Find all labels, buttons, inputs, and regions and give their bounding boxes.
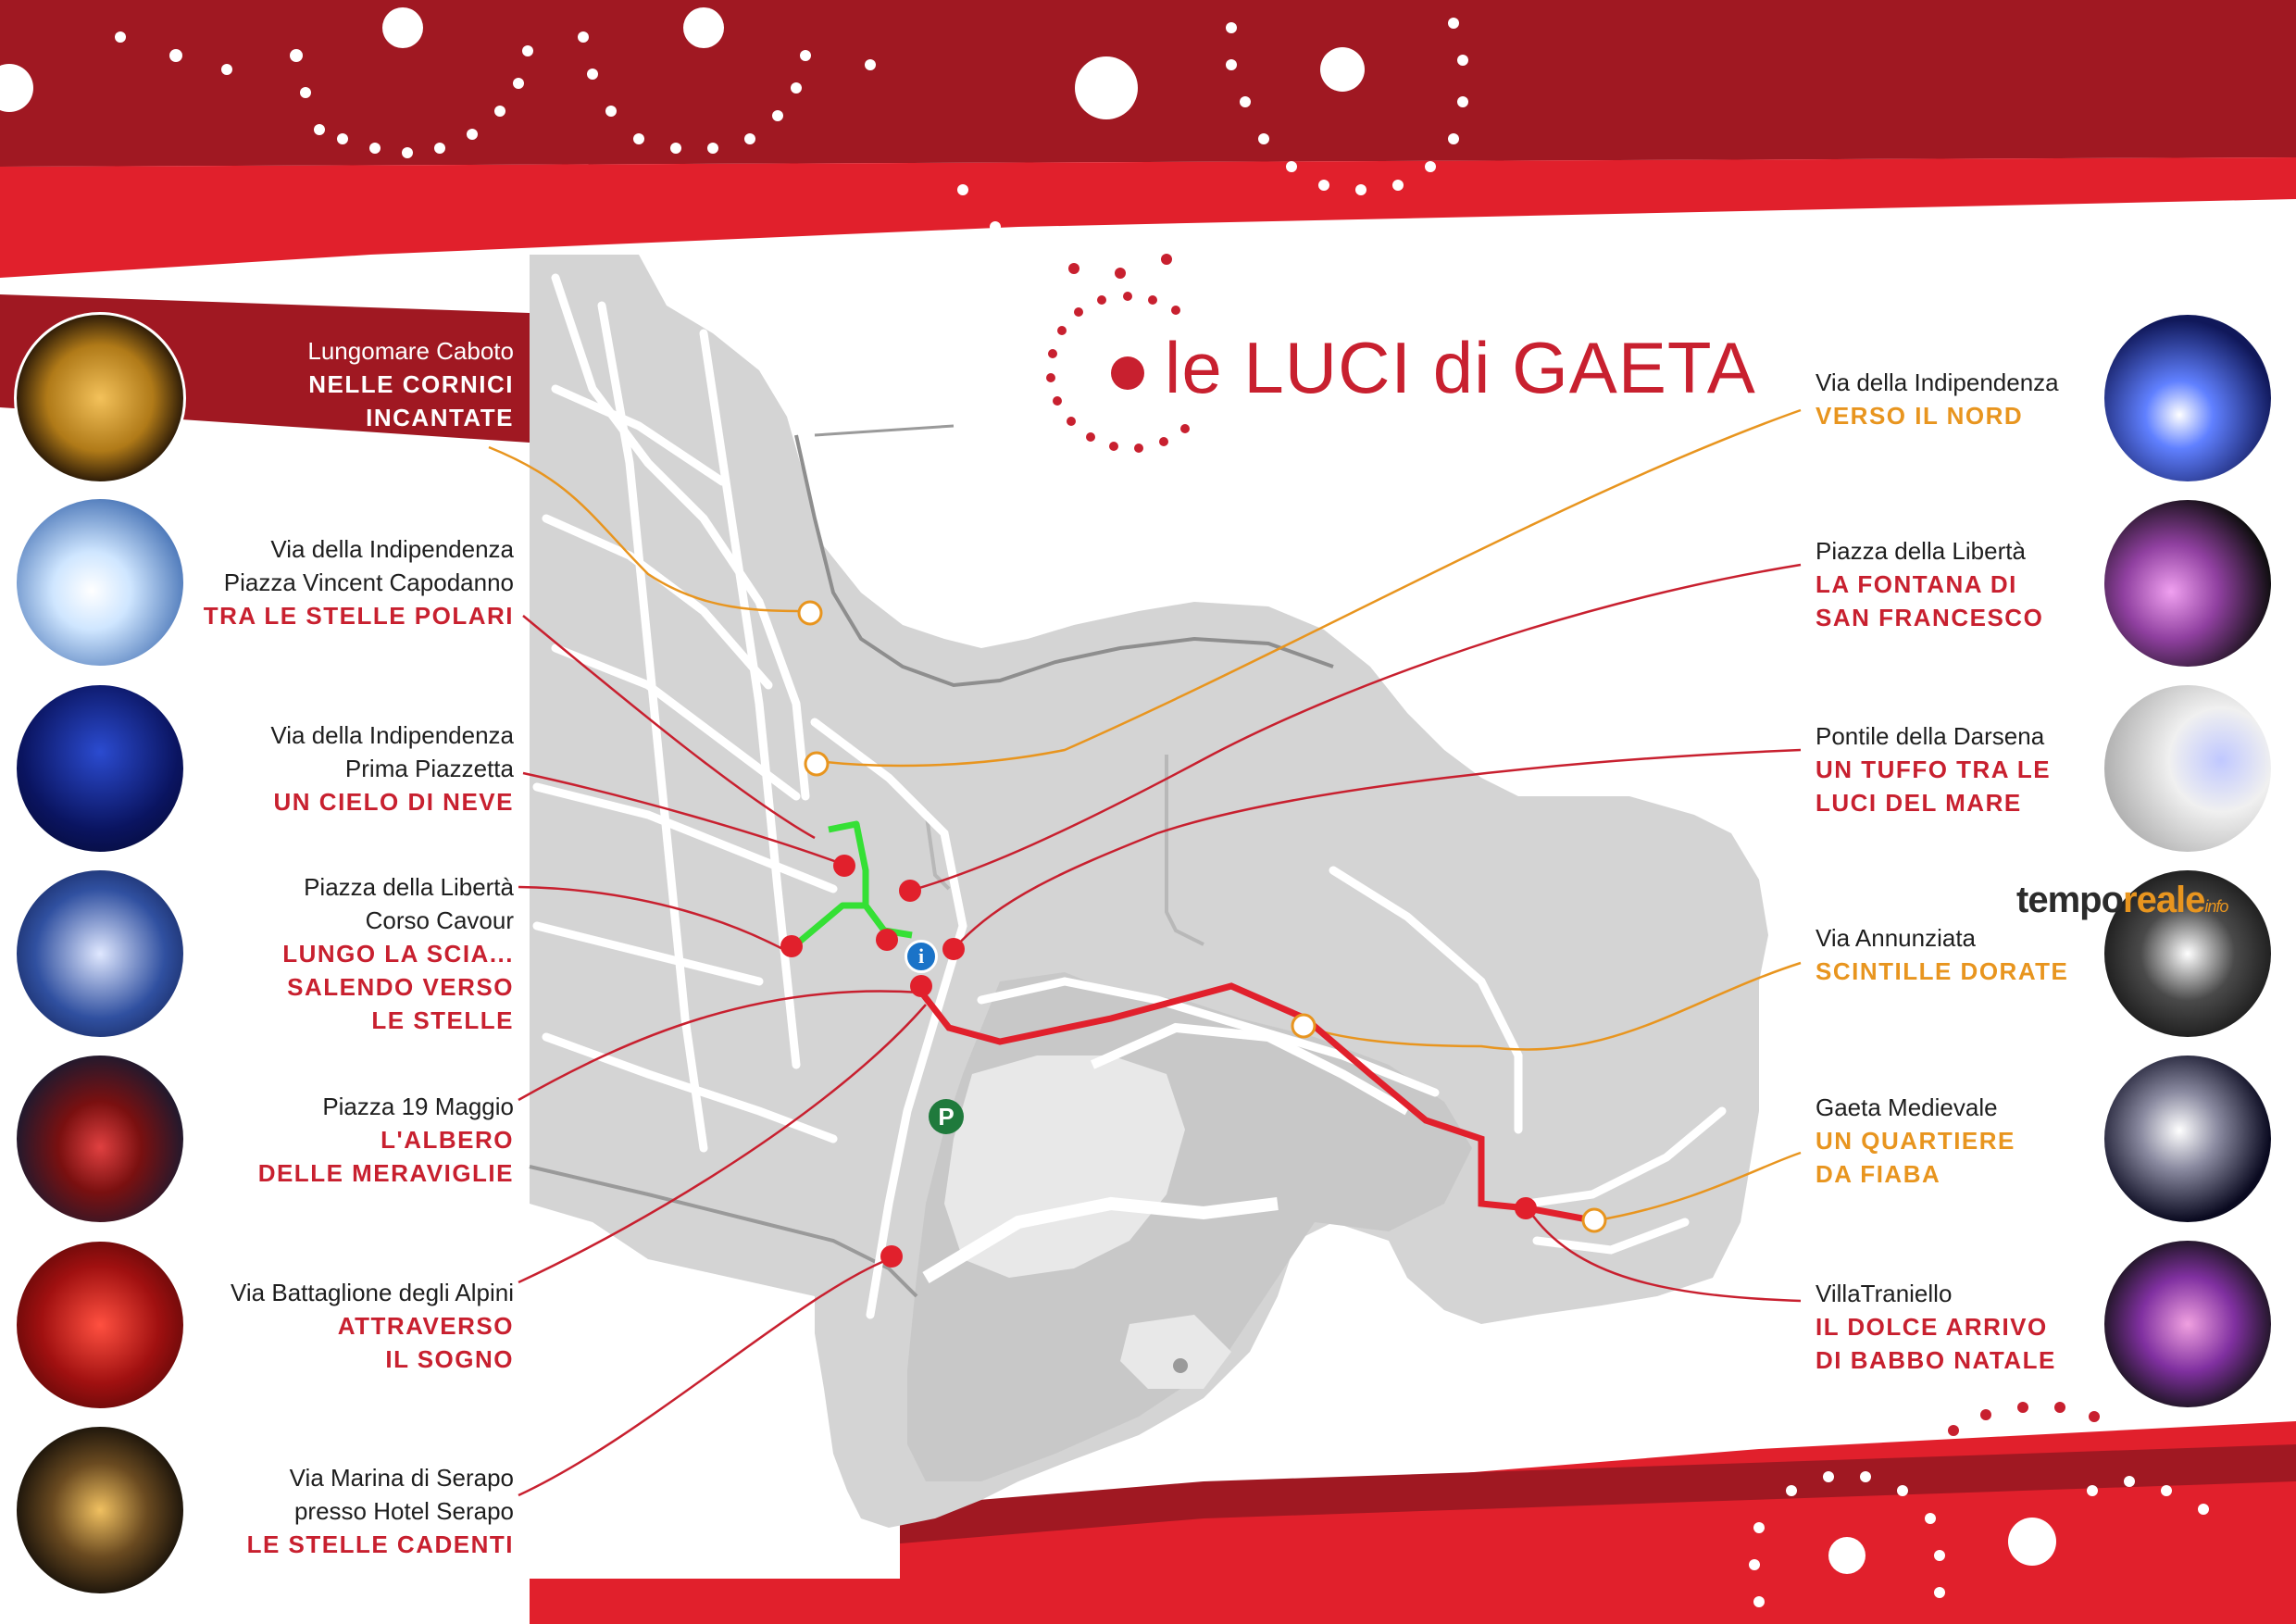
label-theme: VERSO IL NORD <box>1816 402 2024 430</box>
label-place: Corso Cavour <box>365 906 514 934</box>
label-theme: UN QUARTIERE <box>1816 1127 2015 1155</box>
label-tuffo-luci-mare <box>1816 719 2296 819</box>
label-theme: SCINTILLE DORATE <box>1816 957 2069 985</box>
label-scintille-dorate <box>1816 921 2296 988</box>
label-albero-meraviglie <box>32 1090 514 1190</box>
label-fontana-san-francesco <box>1816 534 2296 634</box>
label-theme: L'ALBERO <box>381 1126 514 1154</box>
label-theme: LUCI DEL MARE <box>1816 789 2022 817</box>
label-place: Lungomare Caboto <box>307 337 514 365</box>
label-stelle-polari <box>32 532 514 632</box>
parking-icon-label: P <box>938 1103 955 1131</box>
label-theme: DELLE MERAVIGLIE <box>257 1159 514 1187</box>
info-icon-label: i <box>917 944 925 968</box>
poster-title: le LUCI di GAETA <box>1165 327 1756 408</box>
label-theme: ATTRAVERSO <box>337 1312 514 1340</box>
watermark-part2: reale <box>2123 880 2205 920</box>
label-theme: IL SOGNO <box>385 1345 514 1373</box>
top-red-band <box>0 157 2296 278</box>
label-theme: LUNGO LA SCIA... <box>282 940 514 968</box>
label-theme: NELLE CORNICI <box>308 370 514 398</box>
parking-icon <box>929 1099 964 1134</box>
label-babbo-natale <box>1816 1277 2296 1377</box>
label-theme: LE STELLE <box>371 1006 514 1034</box>
label-theme: INCANTATE <box>366 404 514 431</box>
label-theme: DI BABBO NATALE <box>1816 1346 2056 1374</box>
label-theme: SAN FRANCESCO <box>1816 604 2044 631</box>
label-place: Piazza Vincent Capodanno <box>223 568 514 596</box>
label-theme: UN TUFFO TRA LE <box>1816 756 2052 783</box>
label-lungomare-caboto <box>32 334 514 434</box>
label-theme: LA FONTANA DI <box>1816 570 2017 598</box>
label-place: Piazza della Libertà <box>1816 537 2026 565</box>
label-theme: SALENDO VERSO <box>287 973 514 1001</box>
watermark-part1: tempo <box>2016 880 2123 920</box>
label-theme: UN CIELO DI NEVE <box>273 788 514 816</box>
label-place: Gaeta Medievale <box>1816 1093 1998 1121</box>
label-place: Prima Piazzetta <box>344 755 514 782</box>
label-theme: TRA LE STELLE POLARI <box>203 602 514 630</box>
bottom-red-dots <box>1948 1402 2100 1436</box>
label-theme: DA FIABA <box>1816 1160 1941 1188</box>
label-cielo-di-neve <box>32 718 514 818</box>
label-attraverso-il-sogno <box>32 1276 514 1376</box>
label-verso-il-nord <box>1816 366 2296 432</box>
label-place: Via della Indipendenza <box>270 535 514 563</box>
label-place: Pontile della Darsena <box>1816 722 2045 750</box>
label-place: Via della Indipendenza <box>1816 369 2059 396</box>
label-place: Piazza della Libertà <box>304 873 514 901</box>
label-place: VillaTraniello <box>1816 1280 1953 1307</box>
label-place: presso Hotel Serapo <box>293 1497 514 1525</box>
label-stelle-cadenti <box>32 1461 514 1561</box>
label-place: Via Battaglione degli Alpini <box>231 1279 514 1306</box>
label-place: Piazza 19 Maggio <box>322 1093 514 1120</box>
map <box>530 255 1768 1579</box>
label-place: Via Marina di Serapo <box>289 1464 514 1492</box>
label-lungo-la-scia <box>32 870 514 1037</box>
watermark-logo <box>2016 880 2227 921</box>
watermark-part3: info <box>2204 897 2228 916</box>
label-quartiere-da-fiaba <box>1816 1091 2296 1191</box>
label-theme: IL DOLCE ARRIVO <box>1816 1313 2048 1341</box>
label-place: Via Annunziata <box>1816 924 1976 952</box>
label-place: Via della Indipendenza <box>270 721 514 749</box>
info-icon <box>905 940 938 973</box>
label-theme: LE STELLE CADENTI <box>246 1530 514 1558</box>
